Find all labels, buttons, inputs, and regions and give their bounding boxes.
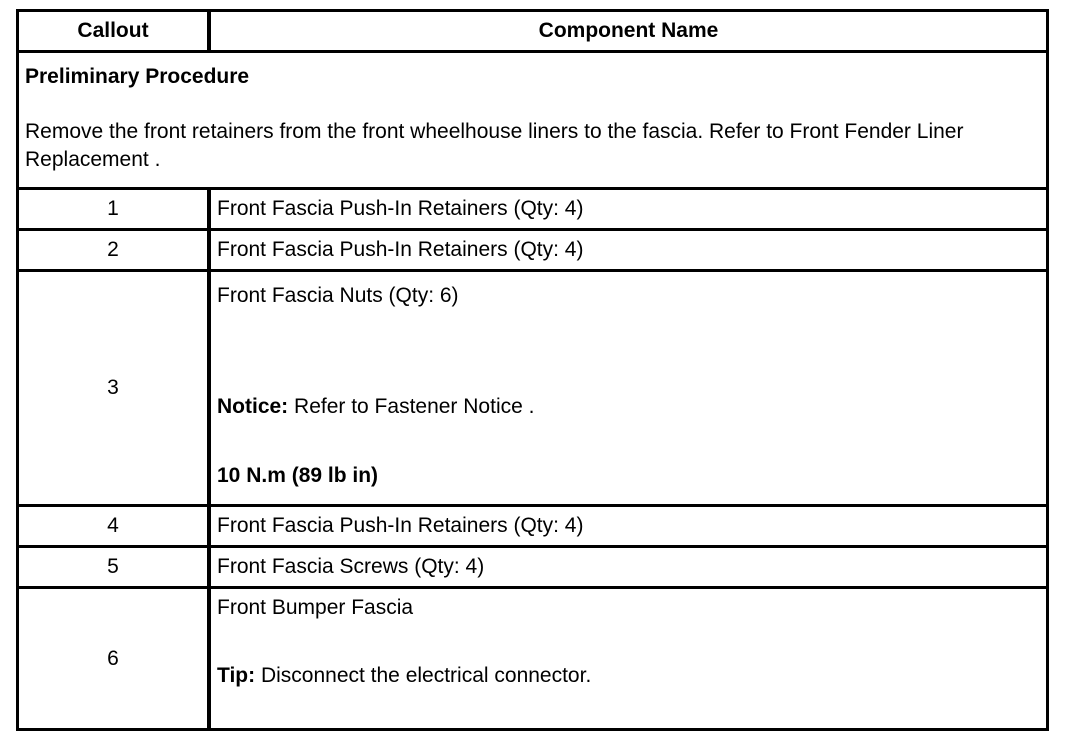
table-header-row [19, 12, 1046, 53]
component-cell [211, 272, 1046, 504]
preliminary-procedure-row [19, 53, 1046, 190]
preliminary-procedure-title: Preliminary Procedure [25, 65, 250, 88]
component-table [16, 9, 1049, 731]
component-name: Front Bumper Fascia [217, 596, 414, 619]
callout-number: 2 [19, 231, 211, 269]
header-component-name: Component Name [538, 19, 719, 42]
component-name: Front Fascia Nuts (Qty: 6) [217, 284, 459, 307]
header-callout: Callout [19, 12, 211, 50]
callout-number: 1 [19, 190, 211, 228]
table-row [19, 231, 1046, 272]
tip-text: Disconnect the electrical connector. [255, 664, 592, 687]
component-name: Front Fascia Push-In Retainers (Qty: 4) [217, 514, 584, 537]
torque-spec: 10 N.m (89 lb in) [217, 464, 379, 487]
notice-label: Notice: [217, 395, 289, 418]
callout-number: 3 [19, 272, 211, 504]
component-name: Front Fascia Push-In Retainers (Qty: 4) [217, 238, 584, 261]
table-row [19, 272, 1046, 507]
table-row [19, 190, 1046, 231]
callout-number: 6 [19, 589, 211, 728]
table-row [19, 548, 1046, 589]
tip-line [217, 662, 1040, 690]
component-cell [211, 589, 1046, 728]
tip-label: Tip: [217, 664, 256, 687]
notice-line [217, 393, 1040, 421]
component-name: Front Fascia Push-In Retainers (Qty: 4) [217, 197, 584, 220]
component-name: Front Fascia Screws (Qty: 4) [217, 555, 485, 578]
table-row [19, 589, 1046, 728]
callout-number: 4 [19, 507, 211, 545]
notice-text: Refer to Fastener Notice . [288, 395, 535, 418]
preliminary-procedure-text: Remove the front retainers from the front wheelhouse liners to the fascia. Refer to Front Fender Liner Replacement . [25, 120, 964, 171]
callout-number: 5 [19, 548, 211, 586]
table-row [19, 507, 1046, 548]
